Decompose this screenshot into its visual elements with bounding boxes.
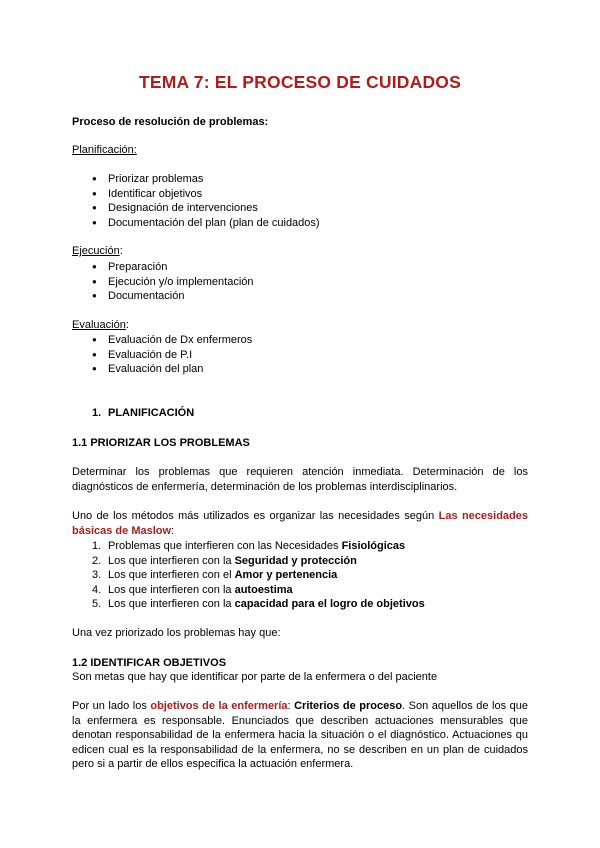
list-item: ● Evaluación de Dx enfermeros [92, 333, 252, 348]
paragraph: Una vez priorizado los problemas hay que: [72, 627, 281, 639]
objetivos-highlight: objetivos de la enfermería [150, 700, 288, 712]
list-item: ● Designación de intervenciones [92, 201, 320, 216]
list-item: ● Evaluación del plan [92, 362, 252, 377]
maslow-highlight: Las necesidades básicas de Maslow [72, 510, 528, 537]
list-item: ● Priorizar problemas [92, 172, 320, 187]
planificacion-list [92, 172, 320, 230]
list-item: 1. Problemas que interfieren con las Necesidades Fisiológicas [92, 540, 406, 552]
list-item: ● Identificar objetivos [92, 187, 320, 202]
page-title: TEMA 7: EL PROCESO DE CUIDADOS [138, 72, 461, 92]
evaluacion-list [92, 333, 252, 377]
section-1-heading: 1. PLANIFICACIÓN [92, 407, 195, 419]
list-item: ● Documentación del plan (plan de cuidados) [92, 216, 320, 231]
paragraph: Son metas que hay que identificar por parte de la enfermera o del paciente [72, 671, 438, 683]
section-1-2-heading: 1.2 IDENTIFICAR OBJETIVOS [72, 657, 227, 669]
objetivos-paragraph: Por un lado los objetivos de la enfermería: Criterios de proceso. Son aquellos de los que la enfermera es responsable. Enunciados que describen actuaciones mensurables que denotan responsabilidad de la enfermera hacia la situación o el diagnóstico. Actuaciones qu edicen cual es la responsabilidad de la enfermera, no se describen en un plan de cuidados pero si a partir de ellos especifica la actuación enfermera. [72, 700, 528, 771]
list-item: 2. Los que interfieren con la Seguridad y protección [92, 554, 357, 567]
maslow-paragraph: Uno de los métodos más utilizados es organizar las necesidades según Las necesidades básicas de Maslow: [72, 510, 528, 537]
paragraph: Determinar los problemas que requieren atención inmediata. Determinación de los diagnósticos de enfermería, determinación de los problemas interdisciplinarios. [72, 466, 528, 493]
ejecucion-list [92, 260, 254, 304]
evaluacion-heading: Evaluación: [72, 319, 129, 331]
subtitle: Proceso de resolución de problemas: [72, 116, 269, 128]
list-item: 3. Los que interfieren con el Amor y pertenencia [92, 569, 338, 582]
list-item: ● Evaluación de P.I [92, 348, 252, 363]
list-item: 5. Los que interfieren con la capacidad para el logro de objetivos [92, 598, 425, 611]
list-item: 4. Los que interfieren con la autoestima [92, 583, 293, 596]
maslow-list [92, 539, 425, 612]
planificacion-heading: Planificación: [72, 144, 137, 156]
section-1-1-heading: 1.1 PRIORIZAR LOS PROBLEMAS [72, 437, 250, 449]
list-item: ● Ejecución y/o implementación [92, 275, 254, 290]
ejecucion-heading: Ejecución: [72, 245, 123, 257]
list-item: ● Documentación [92, 289, 254, 304]
list-item: ● Preparación [92, 260, 254, 275]
